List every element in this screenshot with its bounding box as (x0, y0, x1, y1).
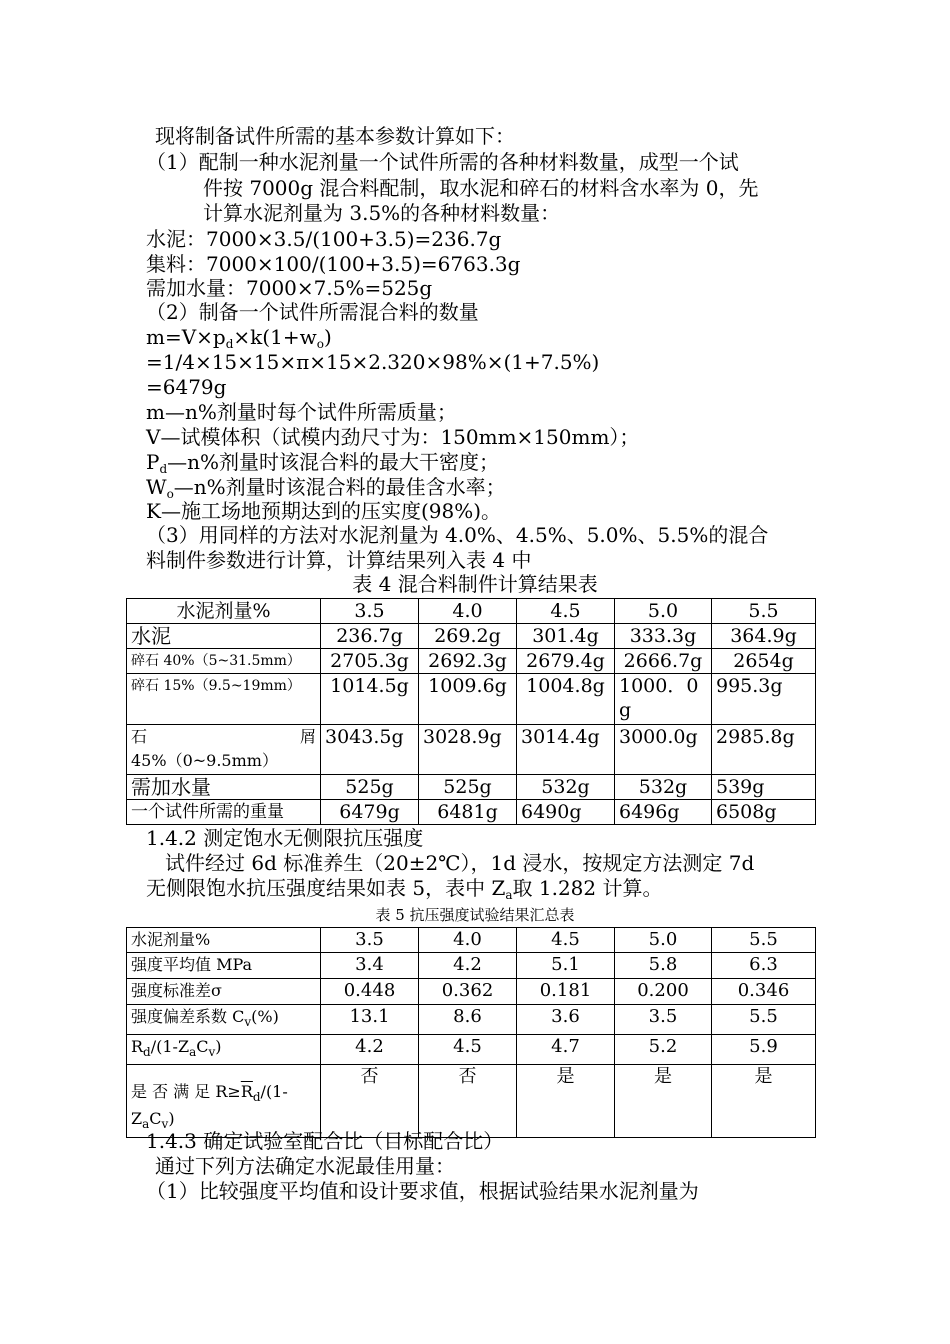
row-label (127, 1065, 321, 1138)
row-label: 碎石 15%（9.5~19mm） (127, 674, 321, 725)
subscript: v (208, 1045, 216, 1059)
symbol: W (146, 475, 167, 499)
subscript: o (166, 487, 174, 501)
label-part: $\overline{R}$ (240, 1082, 253, 1101)
table-row (127, 1005, 816, 1035)
table-cell: 是 (712, 1065, 816, 1138)
table-cell: 1014.5g (321, 674, 419, 725)
table-header-cell: 5.0 (615, 599, 712, 624)
paragraph: （1）配制一种水泥剂量一个试件所需的各种材料数量，成型一个试 (146, 150, 739, 174)
table-cell: 否 (321, 1065, 419, 1138)
table-cell: 3014.4g (517, 725, 615, 775)
row-label: 强度标准差σ (127, 979, 321, 1005)
paragraph: 计算水泥剂量为 3.5%的各种材料数量： (203, 201, 561, 225)
label-part: (%) (251, 1007, 279, 1026)
section-heading: 1.4.2 测定饱水无侧限抗压强度 (146, 826, 424, 850)
table-cell: 是 (615, 1065, 712, 1138)
formula: =1/4×15×15×π×15×2.320×98%×(1+7.5%) (146, 350, 600, 374)
table-cell: 539g (712, 775, 816, 800)
table-cell: 6.3 (712, 953, 816, 979)
label-part: Z (131, 1109, 143, 1128)
table-cell: 是 (517, 1065, 615, 1138)
row-label (127, 725, 321, 775)
table-cell: 6479g (321, 800, 419, 825)
table-cell: 0.448 (321, 979, 419, 1005)
label-part: 45%（0~9.5mm） (131, 751, 278, 770)
row-label (127, 1035, 321, 1065)
table-cell: 6481g (419, 800, 517, 825)
table-cell: 5.1 (517, 953, 615, 979)
table-cell: 4.5 (419, 1035, 517, 1065)
table-cell: 4.2 (321, 1035, 419, 1065)
table-cell: 3.4 (321, 953, 419, 979)
table-header-cell: 3.5 (321, 599, 419, 624)
subscript: a (189, 1045, 197, 1059)
formula: =6479g (146, 375, 227, 399)
table-cell: 0.362 (419, 979, 517, 1005)
table-cell: 1009.6g (419, 674, 517, 725)
table-cell: 5.9 (712, 1035, 816, 1065)
label-line (131, 1081, 316, 1108)
table4-caption: 表 4 混合料制件计算结果表 (352, 572, 598, 596)
table-row (127, 1035, 816, 1065)
table-cell: 269.2g (419, 624, 517, 649)
label-part: R (131, 1037, 144, 1056)
table-cell: 5.5 (712, 1005, 816, 1035)
subscript: d (225, 337, 234, 351)
table-cell: 5.2 (615, 1035, 712, 1065)
paragraph: （3）用同样的方法对水泥剂量为 4.0%、4.5%、5.0%、5.5%的混合 (146, 523, 769, 547)
table-cell: 333.3g (615, 624, 712, 649)
table-cell: 532g (517, 775, 615, 800)
text: 无侧限饱水抗压强度结果如表 5，表中 Z (146, 876, 506, 900)
subscript: d (143, 1045, 151, 1059)
label-part: C (149, 1109, 162, 1128)
table-row (127, 674, 816, 725)
table-header-cell: 水泥剂量% (127, 599, 321, 624)
label-part: /(1-Z (150, 1037, 190, 1056)
table-row (127, 1065, 816, 1138)
label-part: C (196, 1037, 209, 1056)
label-part: ) (168, 1109, 175, 1128)
table-cell: 4.2 (419, 953, 517, 979)
table-row (127, 953, 816, 979)
formula-text: ) (323, 325, 332, 349)
table-cell: 6508g (712, 800, 816, 825)
definition: —n%剂量时该混合料的最大干密度； (167, 450, 500, 474)
table-cell: 532g (615, 775, 712, 800)
table-cell: 1004.8g (517, 674, 615, 725)
row-label: 一个试件所需的重量 (127, 800, 321, 825)
subscript: a (505, 888, 513, 902)
table-row (127, 979, 816, 1005)
label-line (131, 725, 316, 749)
table-header-cell: 5.5 (712, 928, 816, 953)
subscript: v (161, 1117, 169, 1131)
table-row (127, 725, 816, 775)
table-row (127, 624, 816, 649)
label-part: 强度偏差系数 C (131, 1007, 245, 1026)
subscript: a (142, 1117, 150, 1131)
table-header-cell: 3.5 (321, 928, 419, 953)
table-header-row (127, 928, 816, 953)
subscript: o (316, 337, 324, 351)
table-header-cell: 4.5 (517, 928, 615, 953)
table-header-cell: 5.0 (615, 928, 712, 953)
table-header-cell: 4.0 (419, 599, 517, 624)
table-cell: 236.7g (321, 624, 419, 649)
paragraph: 通过下列方法确定水泥最佳用量： (155, 1154, 455, 1178)
label-part: 是 否 满 足 R≥ (131, 1082, 241, 1101)
row-label: 强度平均值 MPa (127, 953, 321, 979)
paragraph: （1）比较强度平均值和设计要求值，根据试验结果水泥剂量为 (146, 1179, 699, 1203)
table-header-cell: 5.5 (712, 599, 816, 624)
table-cell: 6496g (615, 800, 712, 825)
table-cell: 0.181 (517, 979, 615, 1005)
paragraph: 集料：7000×100/(100+3.5)=6763.3g (146, 252, 521, 276)
table-cell: 2666.7g (615, 649, 712, 674)
row-label: 碎石 40%（5~31.5mm） (127, 649, 321, 674)
table-header-cell: 水泥剂量% (127, 928, 321, 953)
table-cell: 6490g (517, 800, 615, 825)
definition: —n%剂量时该混合料的最佳含水率； (173, 475, 506, 499)
paragraph: 现将制备试件所需的基本参数计算如下： (155, 124, 515, 148)
table-cell: 2679.4g (517, 649, 615, 674)
paragraph: 试件经过 6d 标准养生（20±2℃），1d 浸水，按规定方法测定 7d (165, 851, 755, 875)
table-cell: 3.5 (615, 1005, 712, 1035)
table-cell: 525g (419, 775, 517, 800)
table-cell: 4.7 (517, 1035, 615, 1065)
subscript: v (244, 1015, 252, 1029)
label-part: ) (215, 1037, 222, 1056)
table-cell: 3043.5g (321, 725, 419, 775)
table-header-row (127, 599, 816, 624)
section-heading: 1.4.3 确定试验室配合比（目标配合比） (146, 1129, 504, 1153)
table-cell: 0.346 (712, 979, 816, 1005)
table4 (126, 598, 816, 825)
paragraph: m—n%剂量时每个试件所需质量； (146, 400, 457, 424)
table-cell: 3.6 (517, 1005, 615, 1035)
paragraph: （2）制备一个试件所需混合料的数量 (146, 300, 479, 324)
table-cell: 0.200 (615, 979, 712, 1005)
table-cell: 2985.8g (712, 725, 816, 775)
table-cell: 5.8 (615, 953, 712, 979)
table-cell: 995.3g (712, 674, 816, 725)
table-cell: 3000.0g (615, 725, 712, 775)
table5-caption: 表 5 抗压强度试验结果汇总表 (375, 906, 575, 924)
text: 取 1.282 计算。 (512, 876, 663, 900)
paragraph: 件按 7000g 混合料配制，取水泥和碎石的材料含水率为 0，先 (203, 176, 759, 200)
table-cell: 525g (321, 775, 419, 800)
table-header-cell: 4.5 (517, 599, 615, 624)
formula-text: ×k(1+w (233, 325, 317, 349)
paragraph: 需加水量：7000×7.5%=525g (146, 276, 433, 300)
paragraph: 料制件参数进行计算，计算结果列入表 4 中 (146, 548, 532, 572)
subscript: d (252, 1090, 261, 1104)
table-cell: 2705.3g (321, 649, 419, 674)
table-cell: 否 (419, 1065, 517, 1138)
paragraph: V—试模体积（试模内劲尺寸为：150mm×150mm）； (146, 425, 640, 449)
table-cell: 2692.3g (419, 649, 517, 674)
label-part: 屑 (299, 727, 316, 746)
formula-text: m=V×p (146, 325, 226, 349)
table-cell: 13.1 (321, 1005, 419, 1035)
table-cell: 2654g (712, 649, 816, 674)
table5 (126, 927, 816, 1138)
subscript: d (159, 462, 168, 476)
table-cell: 364.9g (712, 624, 816, 649)
table-row (127, 775, 816, 800)
paragraph: 水泥：7000×3.5/(100+3.5)=236.7g (146, 227, 502, 251)
table-cell: 301.4g (517, 624, 615, 649)
row-label: 需加水量 (127, 775, 321, 800)
table-header-cell: 4.0 (419, 928, 517, 953)
row-label (127, 1005, 321, 1035)
paragraph: K—施工场地预期达到的压实度(98%)。 (146, 499, 501, 523)
row-label: 水泥 (127, 624, 321, 649)
table-cell: 1000．0g (615, 674, 712, 725)
label-part: 石 (131, 727, 148, 746)
label-part: /(1- (260, 1082, 288, 1101)
symbol: P (146, 450, 160, 474)
table-cell: 8.6 (419, 1005, 517, 1035)
table-cell: 3028.9g (419, 725, 517, 775)
table-row (127, 800, 816, 825)
table-row (127, 649, 816, 674)
